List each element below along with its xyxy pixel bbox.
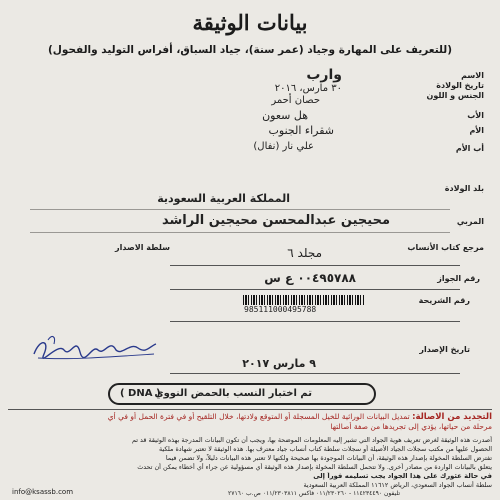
- damsire-label: أب الأم: [455, 144, 484, 153]
- country-value: المملكة العربية السعودية: [157, 192, 290, 205]
- document-subtitle: (للتعريف على المهارة وجياد (عمر سنة)، جياد السباق، أفراس التوليد والفحول): [47, 44, 453, 56]
- dob-value: ٣٠ مارس، ٢٠١٦: [274, 83, 342, 94]
- studbook-label: مرجع كتاب الأنساب: [407, 243, 484, 252]
- breeder-value: محيجين عبدالمحسن محيجين الراشد: [162, 213, 390, 228]
- country-divider: [30, 209, 450, 210]
- passport-value: ٠٠٤٩٥٧٨٨ ع س: [264, 271, 356, 285]
- dob-label: تاريخ الولادة: [436, 81, 484, 90]
- contact-line: تليفون ١١٤٢٣٤٤٩٠ - ٠١١/٢٣٠٢٦٠ فاكس ٠١١/٢٣٠٣٨١١ ص.ب ٢٧١٦٠: [228, 490, 400, 497]
- disclaimer-line1: أصدرت هذه الوثيقة لغرض تعريف هوية الجواد التي تشير إليه المعلومات الموضحة بها، ويجب أن تكون البيانات المدرجة بهذه الوثيقة قد تم: [131, 436, 492, 444]
- document-title: بيانات الوثيقة: [192, 10, 308, 35]
- issue-date-divider: [170, 373, 460, 374]
- footer-divider: [8, 409, 492, 410]
- chip-barcode: [243, 295, 365, 305]
- name-label: الاسم: [461, 71, 484, 80]
- passport-divider: [170, 289, 460, 290]
- passport-label: رقم الجواز: [437, 274, 480, 283]
- disclaimer-line2: الحصول عليها من مكتب سجلات الجياد الأصيلة أو سجلات سلطة كتاب أنساب جياد معترف بها. هذه الوثيقة لا تعتبر شهادة ملكية: [159, 445, 492, 453]
- authority-line: سلطة أنساب الجواد السعودي، الرياض ١١٦١٢ المملكة العربية السعودية: [303, 481, 492, 489]
- chip-value: 985111000495788: [244, 305, 317, 314]
- breeder-divider: [30, 232, 450, 233]
- dam-value: شقراء الجنوب: [268, 124, 334, 137]
- disclaimer-line5: في حالة عثورك على هذا الجواد يجب تسليمه فوراً إلى: [313, 472, 492, 480]
- sex-color-value: حصان أحمر: [271, 95, 320, 106]
- breeder-label: المربي: [456, 217, 484, 226]
- disclaimer-line3: تفترض السلطة المخولة بإصدار هذه الوثيقة، أن البيانات الموجودة بها صحيحة ولكنها لا تعتبر هذه البيانات دليلاً، ولا تضمن فيما: [165, 454, 492, 462]
- issuer-label: سلطة الاصدار: [115, 243, 170, 252]
- issue-date-label: تاريخ الإصدار: [419, 345, 470, 354]
- country-label: بلد الولادة: [444, 184, 484, 193]
- renewal-line1: تمديل البيانات الوراثية للخيل المسجلة أو المتوقع ولادتها، خلال التلقيح أو في فترة الحمل أو في أي: [107, 412, 410, 421]
- studbook-value: مجلد ٦: [287, 246, 322, 260]
- contact-email[interactable]: info@ksassb.com: [12, 488, 74, 496]
- dna-text: تم اختبار النسب بالحمض النووي: [154, 388, 312, 399]
- dna-abbr: ( DNA ): [120, 388, 161, 399]
- damsire-value: علي نار (نفال): [253, 141, 314, 152]
- sire-label: الأب: [467, 111, 484, 120]
- renewal-block: [8, 412, 492, 422]
- renewal-label: التجديد من الاصالة:: [412, 412, 492, 422]
- name-value: وارب: [306, 67, 342, 83]
- studbook-divider: [170, 265, 460, 266]
- chip-label: رقم الشريحة: [418, 296, 470, 305]
- disclaimer-line4: يتعلق بالبيانات الواردة من مصادر أخرى. ولا تتحمل السلطة المخولة بإصدار هذه الوثيقة أي مسؤولية عن جراء أي أخطاء يمكن أن تحدث: [137, 463, 492, 471]
- renewal-line2: مرحلة من حياتها، يؤدي إلى تجريدها من صفة أصالتها: [330, 422, 492, 431]
- sire-value: هل سعون: [262, 109, 308, 122]
- issuer-signature: [30, 330, 160, 366]
- sex-color-label: الجنس و اللون: [426, 91, 484, 100]
- issue-date-value: ٩ مارس ٢٠١٧: [242, 357, 316, 370]
- dam-label: الأم: [469, 126, 484, 135]
- chip-divider: [170, 321, 460, 322]
